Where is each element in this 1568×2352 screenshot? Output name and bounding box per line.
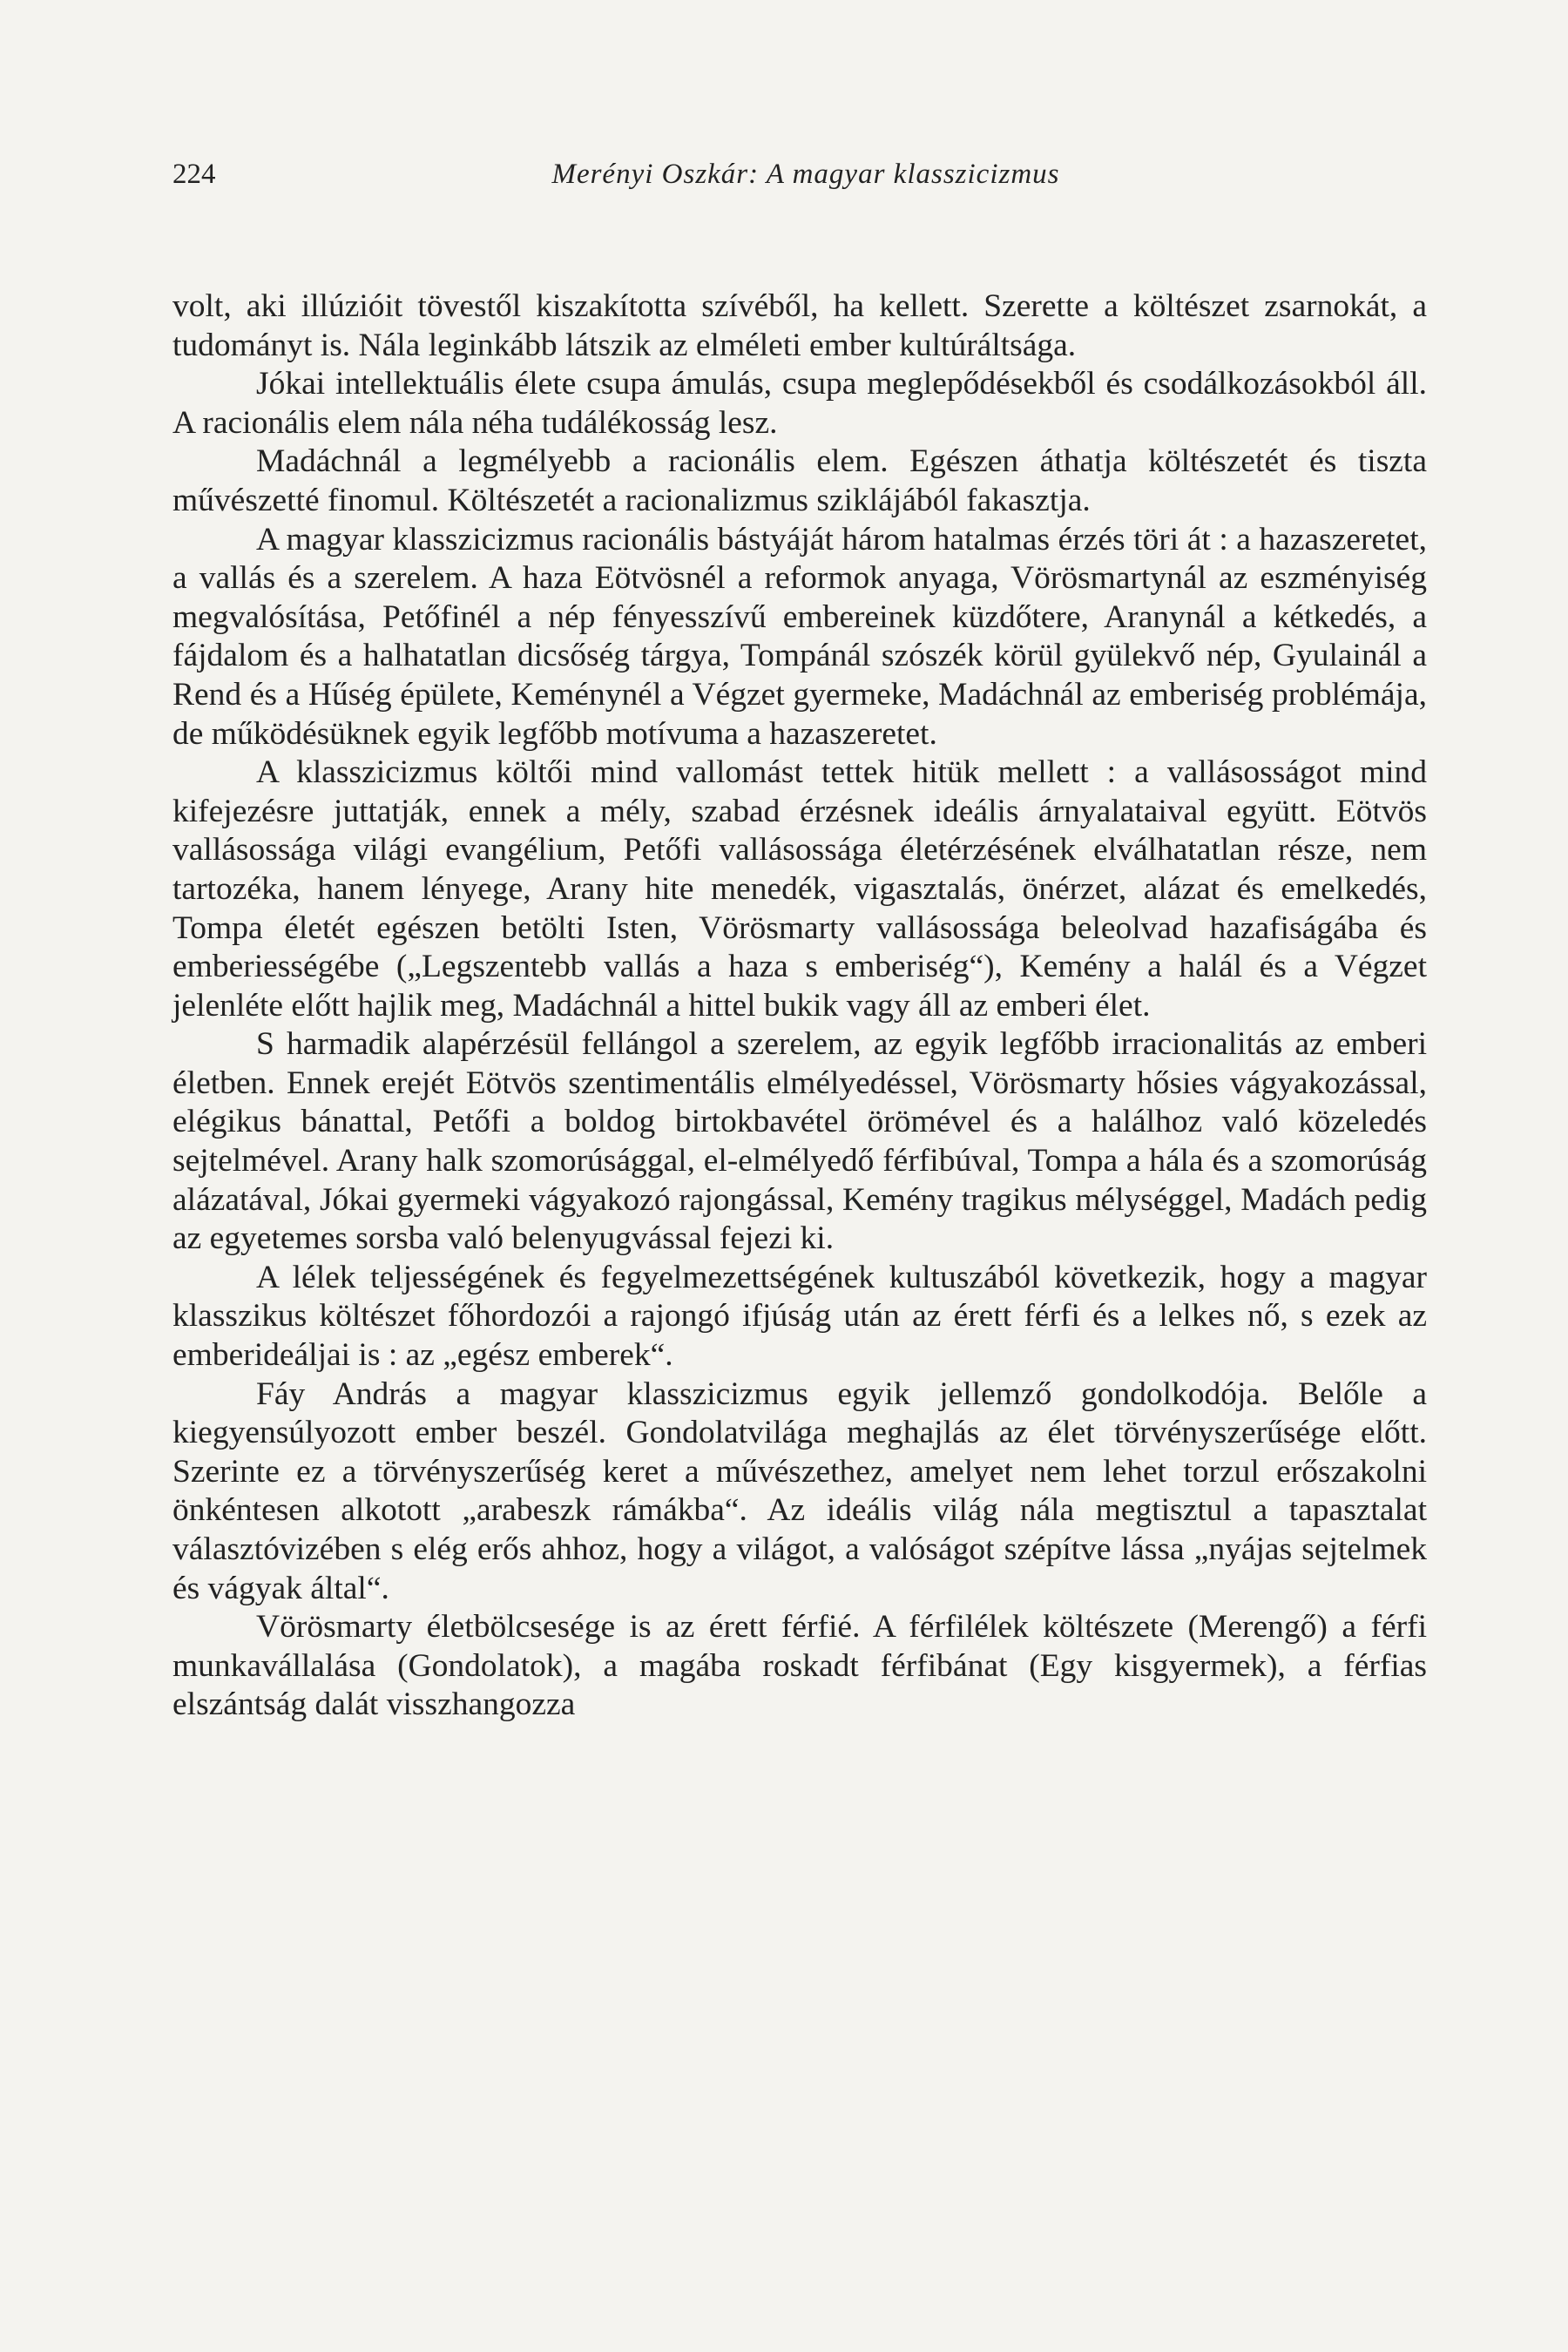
paragraph: Vörösmarty életbölcsesége is az érett férfié. A férfilélek költészete (Merengő) a férfi munkavállalása (Gondolatok), a magába roskadt férfibánat (Egy kisgyermek), a férfias elszántság dalát visszhangozza xyxy=(172,1609,1427,1723)
paragraph: A klasszicizmus költői mind vallomást tettek hitük mellett : a vallásosságot mind kifejezésre juttatják, ennek a mély, szabad érzésnek ideális árnyalataival együtt. Eötvös vallásossága világi evangélium, Petőfi vallásossága életérzésének elválhatatlan része, nem tartozéka, hanem lényege, Arany hite menedék, vigasztalás, önérzet, alázat és emelkedés, Tompa életét egészen betölti Isten, Vörösmarty vallásossága beleolvad hazafiságába és emberiességébe („Legszentebb vallás a haza s emberiség“), Kemény a halál és a Végzet jelenléte előtt hajlik meg, Madáchnál a hittel bukik vagy áll az emberi élet. xyxy=(172,754,1427,1024)
paragraph: A lélek teljességének és fegyelmezettségének kultuszából következik, hogy a magyar klasszikus költészet főhordozói a rajongó ifjúság után az érett férfi és a lelkes nő, s ezek az emberideáljai is : az „egész emberek“. xyxy=(172,1259,1427,1374)
paragraph: Madáchnál a legmélyebb a racionális elem. Egészen áthatja költészetét és tiszta művészetté finomul. Költészetét a racionalizmus sziklájából fakasztja. xyxy=(172,443,1427,518)
page-header xyxy=(172,159,1439,202)
paragraph: S harmadik alapérzésül fellángol a szerelem, az egyik legfőbb irracionalitás az emberi életben. Ennek erejét Eötvös szentimentális elmélyedéssel, Vörösmarty hősies vágyakozással, elégikus bánattal, Petőfi a boldog birtokbavétel örömével és a halálhoz való közeledés sejtelmével. Arany halk szomorúsággal, el-elmélyedő férfibúval, Tompa a hála és a szomorúság alázatával, Jókai gyermeki vágyakozó rajongással, Kemény tragikus mélységgel, Madách pedig az egyetemes sorsba való belenyugvással fejezi ki. xyxy=(172,1026,1427,1257)
paragraph: Jókai intellektuális élete csupa ámulás, csupa meglepődésekből és csodálkozásokból áll. A racionális elem nála néha tudálékosság lesz. xyxy=(172,366,1427,441)
paragraph: Fáy András a magyar klasszicizmus egyik jellemző gondolkodója. Belőle a kiegyensúlyozott ember beszél. Gondolatvilága meghajlás az élet törvényszerűsége előtt. Szerinte ez a törvényszerűség keret a művészethez, amelyet nem lehet torzul erőszakolni önkéntesen alkotott „arabeszk rámákba“. Az ideális világ nála megtisztul a tapasztalat választóvizében s elég erős ahhoz, hogy a világot, a valóságot szépítve lássa „nyájas sejtelmek és vágyak által“. xyxy=(172,1375,1427,1606)
paragraph: A magyar klasszicizmus racionális bástyáját három hatalmas érzés töri át : a hazaszeretet, a vallás és a szerelem. A haza Eötvösnél a reformok anyaga, Vörösmartynál az eszményiség megvalósítása, Petőfinél a nép fényesszívű embereinek küzdőtere, Aranynál a kétkedés, a fájdalom és a halhatatlan dicsőség tárgya, Tompánál szószék körül gyülekvő nép, Gyulainál a Rend és a Hűség épülete, Keménynél a Végzet gyermeke, Madáchnál az emberiség problémája, de működésüknek egyik legfőbb motívuma a hazaszeretet. xyxy=(172,521,1427,752)
body-text xyxy=(172,287,1427,1725)
running-title: Merényi Oszkár: A magyar klasszicizmus xyxy=(551,159,1060,190)
page-number: 224 xyxy=(172,159,216,190)
paragraph: volt, aki illúzióit tövestől kiszakította szívéből, ha kellett. Szerette a költészet zsarnokát, a tudományt is. Nála leginkább látszik az elméleti ember kultúráltsága. xyxy=(172,288,1427,363)
